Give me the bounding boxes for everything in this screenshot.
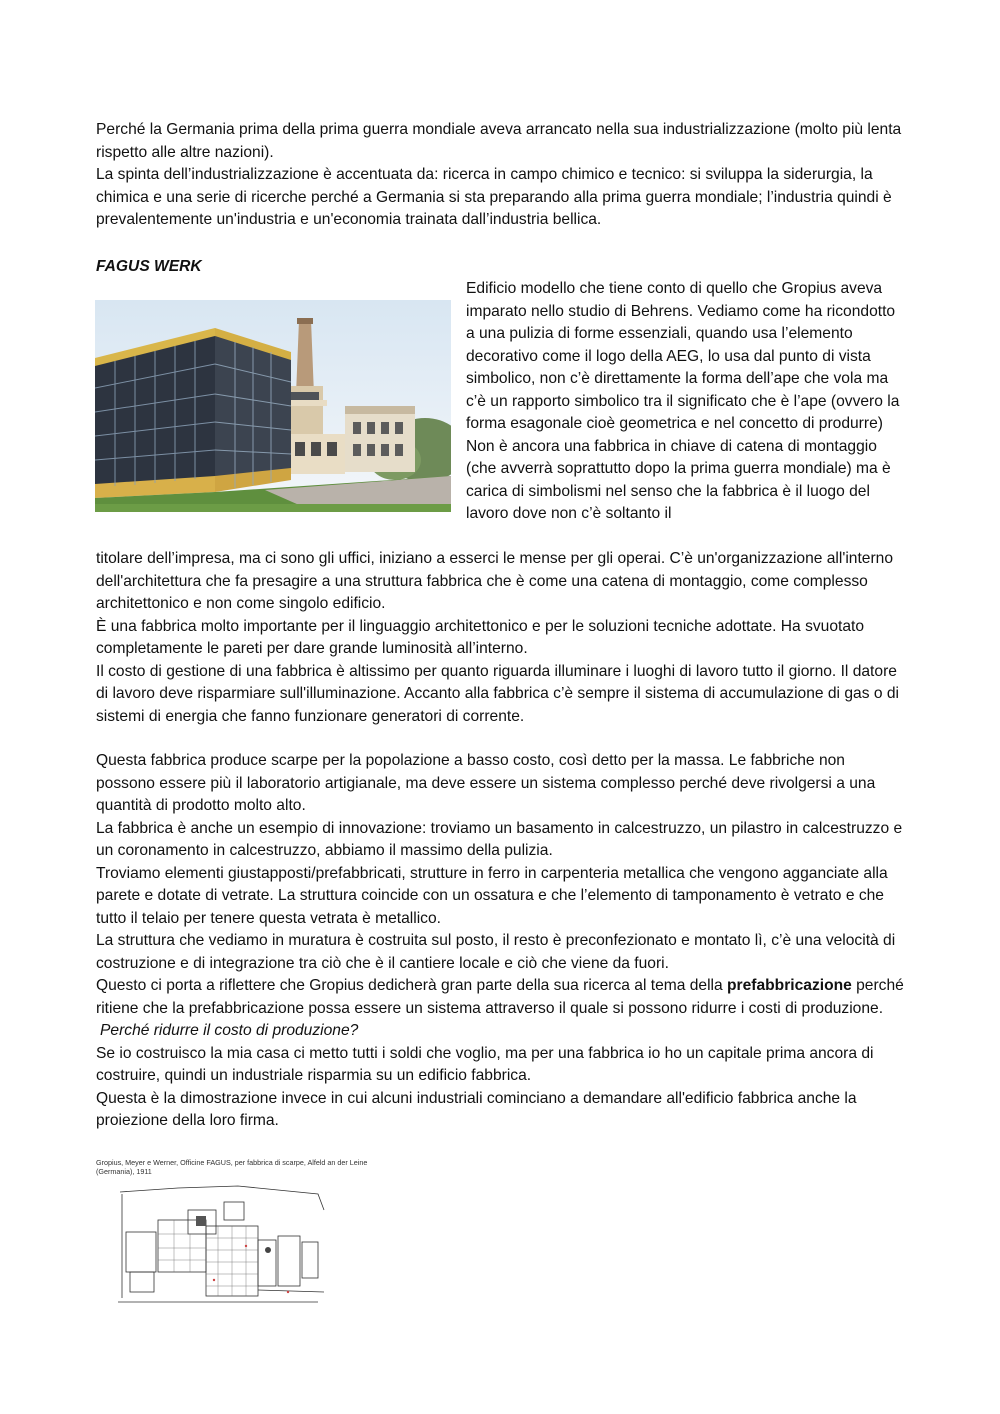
section-heading: FAGUS WERK bbox=[96, 258, 202, 275]
s2-paragraph-7: Questa è la dimostrazione invece in cui alcuni industriali cominciano a demandare all'edificio fabbrica anche la proiezione della loro firma. bbox=[96, 1089, 857, 1129]
section-two bbox=[96, 750, 908, 1133]
body-paragraph-2: È una fabbrica molto importante per il linguaggio architettonico e per le soluzioni tecniche adottate. Ha svuotato completamente le pareti per dare grande luminosità all’interno. bbox=[96, 617, 865, 657]
wrap-paragraph-1: Edificio modello che tiene conto di quello che Gropius aveva imparato nello studio di Behrens. Vediamo come ha ricondotto a una pulizia di forme essenziali, quando usa l’elemento decorativo come il logo della AEG, lo usa dal punto di vista simbolico, non c’è direttamente la forma dell’ape che vola ma c’è un rapporto simbolico tra il significato che è l’ape (ovvero la forma esagonale cioè geometrica e nel concetto di produrre) bbox=[466, 280, 900, 432]
s2-paragraph-1: Questa fabbrica produce scarpe per la popolazione a basso costo, così detto per la massa. Le fabbriche non possono essere più il laboratorio artigianale, ma deve essere un sistema complesso perché deve rivolgersi a una quantità di prodotto molto alto. bbox=[96, 752, 876, 814]
s2-p5-end: perché ritiene che la prefabbricazione possa essere un sistema attraverso il quale si possono ridurre i costi di produzione. bbox=[96, 977, 904, 1017]
fagus-floor-plan bbox=[118, 1180, 328, 1308]
s2-paragraph-6: Se io costruisco la mia casa ci metto tutti i soldi che voglio, ma per una fabbrica io ho un capitale prima ancora di costruire, quindi un industriale risparmia su un edificio fabbrica. bbox=[96, 1044, 874, 1084]
fagus-factory-photo bbox=[95, 300, 451, 512]
wrap-text bbox=[466, 278, 906, 526]
s2-paragraph-5 bbox=[96, 975, 908, 1020]
intro-text bbox=[96, 119, 908, 232]
s2-paragraph-2: La fabbrica è anche un esempio di innovazione: troviamo un basamento in calcestruzzo, un pilastro in calcestruzzo e un coronamento in calcestruzzo, abbiamo il massimo della pulizia. bbox=[96, 819, 903, 859]
body-continuation bbox=[96, 548, 908, 728]
intro-paragraph-1: Perché la Germania prima della prima guerra mondiale aveva arrancato nella sua industrializzazione (molto più lenta rispetto alle altre nazioni). bbox=[96, 121, 902, 161]
intro-paragraph-2: La spinta dell’industrializzazione è accentuata da: ricerca in campo chimico e tecnico: si sviluppa la siderurgia, la chimica e una serie di ricerche perché a Germania si sta preparando alla prima guerra mondiale; l’industria quindi è prevalentemente un'industria e un'economia trainata dall’industria bellica. bbox=[96, 166, 892, 228]
wrap-paragraph-2: Non è ancora una fabbrica in chiave di catena di montaggio (che avverrà soprattutto dopo la prima guerra mondiale) ma è carica di simbolismi nel senso che la fabbrica è il luogo del lavoro dove non c’è soltanto il bbox=[466, 437, 891, 522]
s2-paragraph-3: Troviamo elementi giustapposti/prefabbricati, strutture in ferro in carpenteria metallica che vengono agganciate alla parete e dotate di vetrate. La struttura coincide con un ossatura e che l’elemento di tamponamento è vetrato e che tutto il telaio per tenere questa vetrata è metallico. bbox=[96, 864, 888, 927]
s2-paragraph-4: La struttura che vediamo in muratura è costruita sul posto, il resto è preconfezionato e montato lì, c’è una velocità di costruzione e di integrazione tra ciò che è il cantiere locale e ciò che viene da fuori. bbox=[96, 932, 896, 972]
body-paragraph-3: Il costo di gestione di una fabbrica è altissimo per quanto riguarda illuminare i luoghi di lavoro tutto il giorno. Il datore di lavoro deve risparmiare sull'illuminazione. Accanto alla fabbrica c’è sempre il sistema di accumulazione di gas o di sistemi di energia che fanno funzionare generatori di corrente. bbox=[96, 662, 899, 725]
plan-caption: Gropius, Meyer e Werner, Officine FAGUS, per fabbrica di scarpe, Alfeld an der Leine (Germania), 1911 bbox=[96, 1158, 368, 1176]
s2-question: Perché ridurre il costo di produzione? bbox=[100, 1022, 359, 1039]
s2-p5-bold-term: prefabbricazione bbox=[727, 977, 852, 994]
body-paragraph-1: titolare dell’impresa, ma ci sono gli uffici, iniziano a esserci le mense per gli operai. C’è un'organizzazione all'interno dell'architettura che fa presagire a una struttura fabbrica che è come una catena di montaggio, come complesso architettonico e non come singolo edificio. bbox=[96, 550, 894, 612]
s2-p5-start: Questo ci porta a riflettere che Gropius dedicherà gran parte della sua ricerca al tema della bbox=[96, 977, 728, 994]
